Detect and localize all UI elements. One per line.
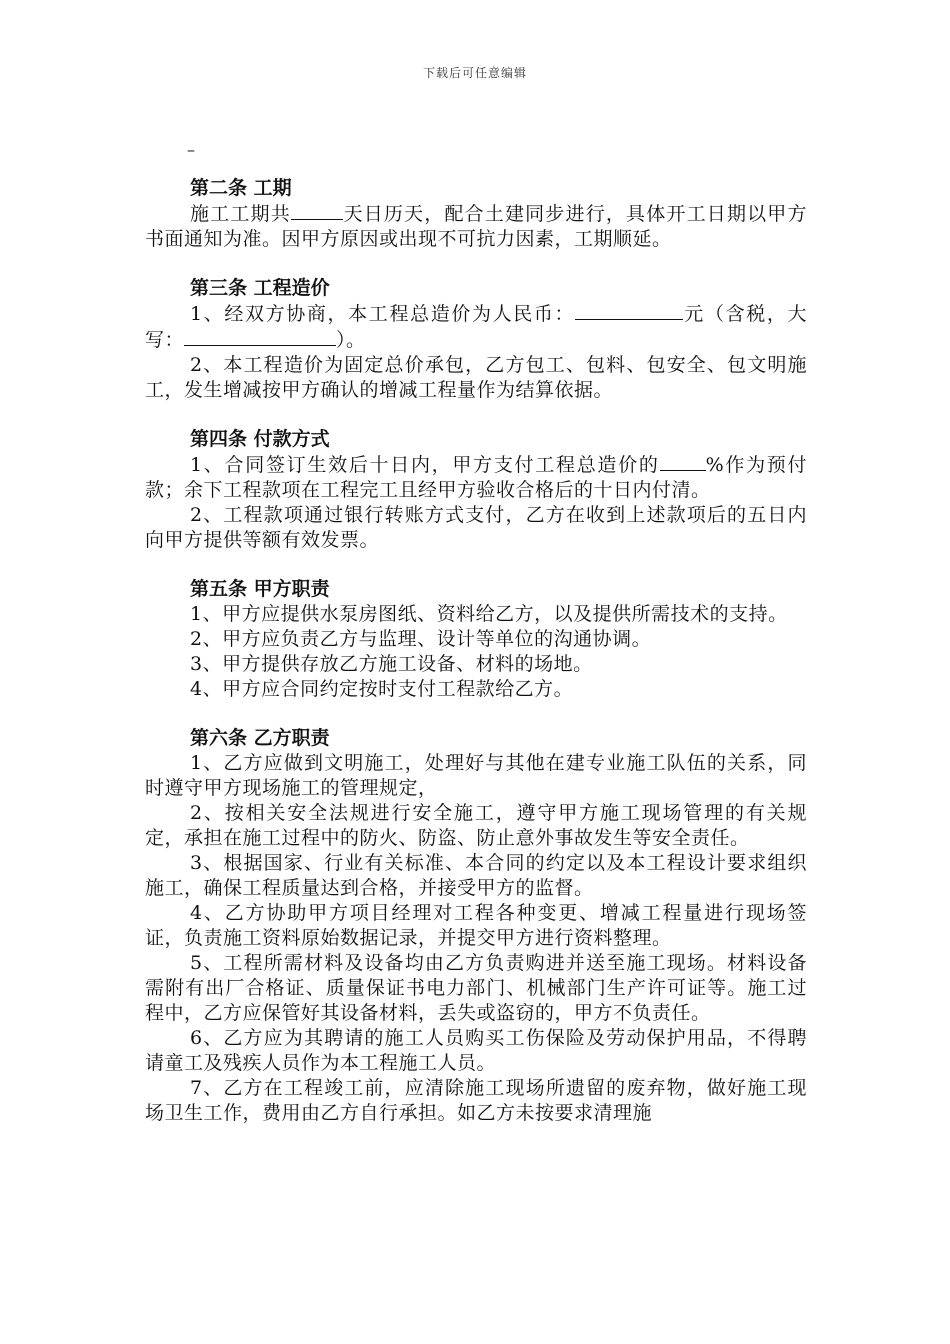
- article-3: [145, 276, 807, 403]
- text-segment: 天日历天，配合土建同步进行，具体开工日期以甲方书面通知为准。因甲方原因或出现不可抗力因素，工期顺延。: [145, 203, 807, 250]
- contract-body: [145, 176, 807, 1150]
- header-note: 下载后可任意编辑: [422, 66, 527, 80]
- list-item: 5、工程所需材料及设备均由乙方负责购进并送至施工现场。材料设备需附有出厂合格证、质量保证书电力部门、机械部门生产许可证等。施工过程中，乙方应保管好其设备材料，丢失或盗窃的，甲方不负责任。: [145, 952, 807, 1024]
- list-item: 1、甲方应提供水泵房图纸、资料给乙方，以及提供所需技术的支持。: [190, 603, 788, 625]
- list-item: 6、乙方应为其聘请的施工人员购买工伤保险及劳动保护用品，不得聘请童工及残疾人员作为本工程施工人员。: [145, 1027, 807, 1074]
- text-segment: 施工工期共: [190, 203, 291, 225]
- article-5: [145, 577, 807, 702]
- fill-in-blank[interactable]: [184, 327, 336, 346]
- article-title: 第六条 乙方职责: [190, 727, 330, 749]
- paragraph: 2、本工程造价为固定总价承包，乙方包工、包料、包安全、包文明施工，发生增减按甲方确认的增减工程量作为结算依据。: [145, 354, 807, 401]
- fill-in-blank[interactable]: [575, 301, 683, 320]
- text-segment: 1、合同签订生效后十日内，甲方支付工程总造价的: [190, 454, 660, 476]
- list-item: 4、乙方协助甲方项目经理对工程各种变更、增减工程量进行现场签证，负责施工资料原始数据记录，并提交甲方进行资料整理。: [145, 902, 807, 949]
- article-title: 第五条 甲方职责: [190, 578, 330, 600]
- paragraph: 2、工程款项通过银行转账方式支付，乙方在收到上述款项后的五日内向甲方提供等额有效发票。: [145, 504, 807, 551]
- list-item: 3、根据国家、行业有关标准、本合同的约定以及本工程设计要求组织施工，确保工程质量达到合格，并接受甲方的监督。: [145, 852, 807, 899]
- article-6: [145, 726, 807, 1126]
- article-2: [145, 176, 807, 252]
- stray-mark: –: [187, 140, 195, 159]
- list-item: 1、乙方应做到文明施工，处理好与其他在建专业施工队伍的关系，同时遵守甲方现场施工的管理规定，: [145, 752, 807, 799]
- list-item: 4、甲方应合同约定按时支付工程款给乙方。: [190, 678, 574, 700]
- article-4: [145, 427, 807, 553]
- list-item: 7、乙方在工程竣工前，应清除施工现场所遗留的废弃物，做好施工现场卫生工作，费用由乙方自行承担。如乙方未按要求清理施: [145, 1077, 807, 1124]
- article-title: 第二条 工期: [190, 177, 292, 199]
- list-item: 2、甲方应负责乙方与监理、设计等单位的沟通协调。: [190, 628, 652, 650]
- fill-in-blank[interactable]: [660, 452, 706, 471]
- paragraph: [145, 301, 807, 353]
- paragraph: [145, 452, 807, 503]
- article-title: 第四条 付款方式: [190, 428, 330, 450]
- list-item: 3、甲方提供存放乙方施工设备、材料的场地。: [190, 653, 593, 675]
- text-segment: ）。: [336, 329, 366, 351]
- text-segment: 元（含税，大写：: [145, 303, 807, 351]
- text-segment: 1、经双方协商，本工程总造价为人民币：: [190, 303, 576, 325]
- article-title: 第三条 工程造价: [190, 277, 330, 299]
- fill-in-blank[interactable]: [291, 201, 343, 220]
- text-segment: %作为预付款；余下工程款项在工程完工且经甲方验收合格后的十日内付清。: [145, 454, 807, 501]
- paragraph: [145, 201, 807, 252]
- list-item: 2、按相关安全法规进行安全施工，遵守甲方施工现场管理的有关规定，承担在施工过程中的防火、防盗、防止意外事故发生等安全责任。: [145, 802, 807, 849]
